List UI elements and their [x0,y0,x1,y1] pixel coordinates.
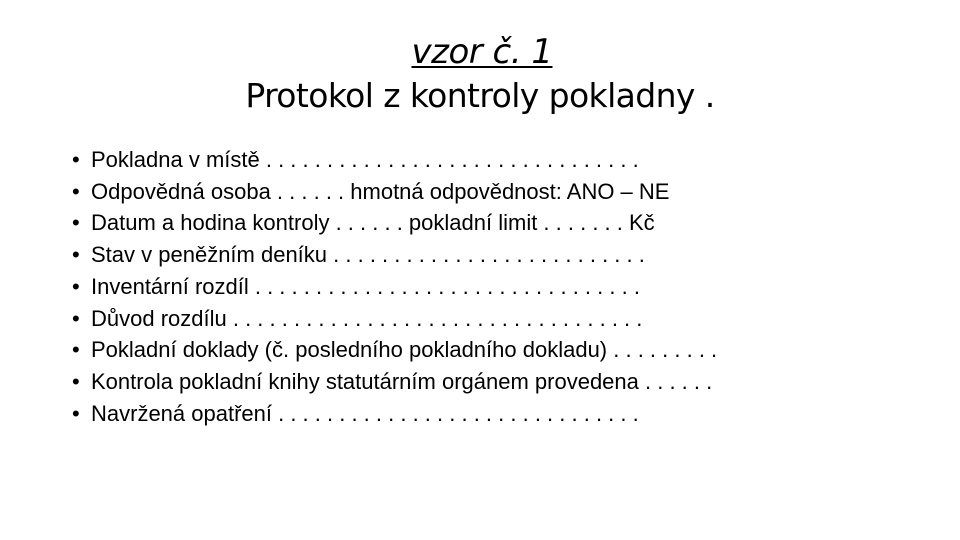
list-item-text: Pokladna v místě . . . . . . . . . . . . . . . . . . . . . . . . . . . . . . . [91,147,639,172]
list-item [72,207,717,239]
list-item [72,144,717,176]
bullet-icon: • [72,368,80,394]
bullet-icon: • [72,305,80,331]
list-item [72,303,717,335]
list-item-text: Pokladní doklady (č. posledního pokladního dokladu) . . . . . . . . . [91,337,718,363]
bullet-icon: • [72,210,80,236]
list-item-text: Kontrola pokladní knihy statutárním orgánem provedena . . . . . . [91,368,713,394]
list-item [72,366,717,398]
list-item [72,271,717,303]
bullet-icon: • [72,178,80,204]
list-item [72,334,717,366]
list-item [72,239,717,271]
bullet-icon: • [72,242,80,268]
bullet-icon: • [72,273,80,299]
list-item-text: Stav v peněžním deníku . . . . . . . . . . . . . . . . . . . . . . . . . . [91,242,645,268]
slide-title: Protokol z kontroly pokladny . [245,76,715,115]
list-item-text: Důvod rozdílu . . . . . . . . . . . . . . . . . . . . . . . . . . . . . . . . . . [91,305,643,331]
bullet-icon: • [72,400,80,426]
list-item-text: Datum a hodina kontroly . . . . . . pokladní limit . . . . . . . Kč [91,210,655,236]
list-item [72,398,717,430]
title-block [0,30,960,118]
list-item-text: Inventární rozdíl . . . . . . . . . . . . . . . . . . . . . . . . . . . . . . . . [91,273,640,299]
list-item-text: Navržená opatření . . . . . . . . . . . . . . . . . . . . . . . . . . . . . . [91,400,639,426]
slide-subtitle: vzor č. 1 [411,32,553,72]
list-item [72,176,717,208]
bullet-icon: • [72,147,80,172]
bullet-icon: • [72,337,80,363]
bullet-list [72,144,717,429]
list-item-text: Odpovědná osoba . . . . . . hmotná odpovědnost: ANO – NE [91,178,670,204]
